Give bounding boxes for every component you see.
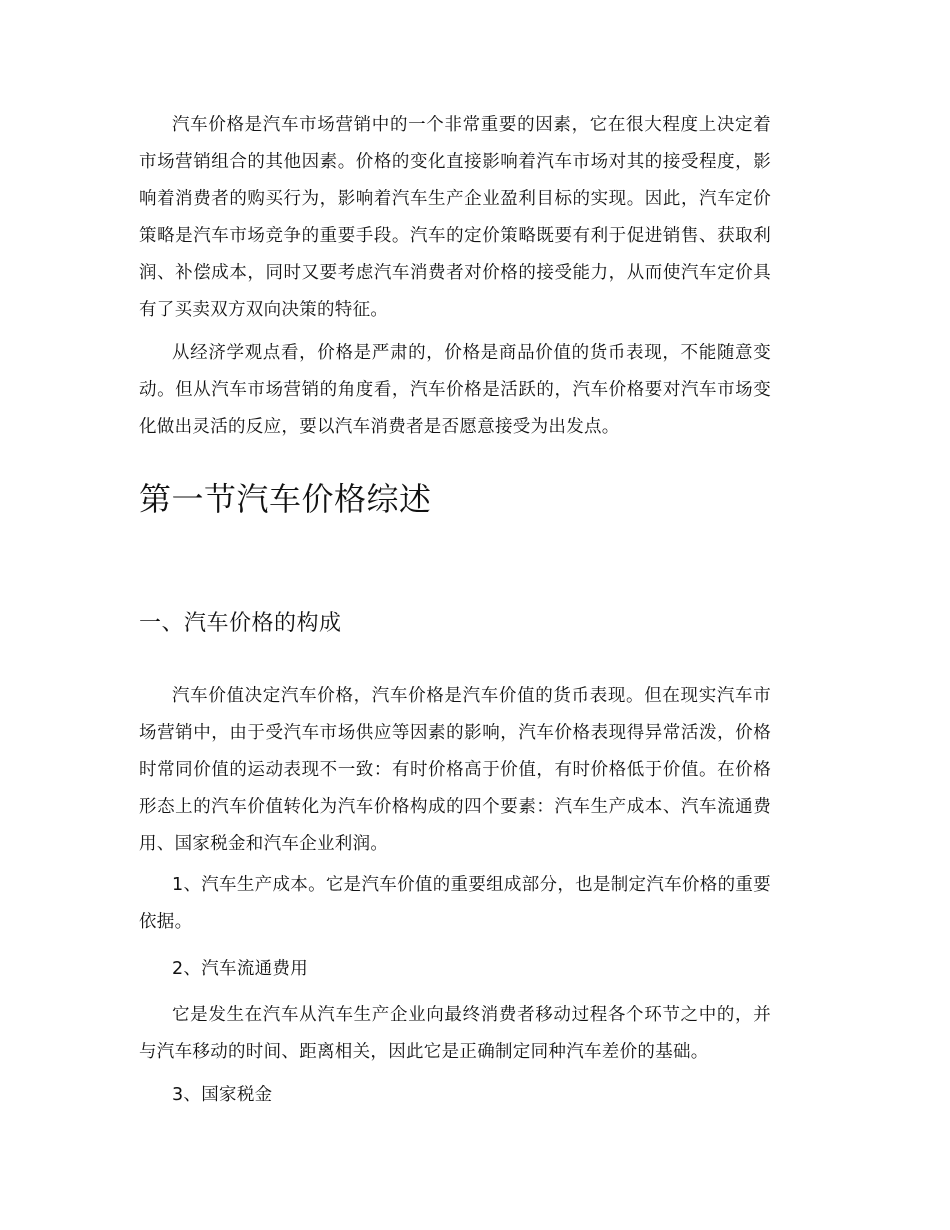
intro-paragraph-2: 从经济学观点看，价格是严肃的，价格是商品价值的货币表现，不能随意变动。但从汽车市场营销的角度看，汽车价格是活跃的，汽车价格要对汽车市场变化做出灵活的反应，要以汽车消费者是否愿意接受为出发点。 (139, 343, 771, 437)
list-item-1: 1、汽车生产成本。它是汽车价值的重要组成部分，也是制定汽车价格的重要依据。 (139, 875, 771, 932)
intro-paragraph-1: 汽车价格是汽车市场营销中的一个非常重要的因素，它在很大程度上决定着市场营销组合的其他因素。价格的变化直接影响着汽车市场对其的接受程度，影响着消费者的购买行为，影响着汽车生产企业盈利目标的实现。因此，汽车定价策略是汽车市场竞争的重要手段。汽车的定价策略既要有利于促进销售、获取利润、补偿成本，同时又要考虑汽车消费者对价格的接受能力，从而使汽车定价具有了买卖双方双向决策的特征。 (139, 115, 771, 320)
list-item-3-title: 3、国家税金 (172, 1085, 273, 1105)
list-item-2-title: 2、汽车流通费用 (172, 959, 309, 979)
subsection-title: 一、汽车价格的构成 (139, 611, 342, 636)
body-paragraph-1: 汽车价值决定汽车价格，汽车价格是汽车价值的货币表现。但在现实汽车市场营销中，由于受汽车市场供应等因素的影响，汽车价格表现得异常活泼，价格时常同价值的运动表现不一致：有时价格高于价值，有时价格低于价值。在价格形态上的汽车价值转化为汽车价格构成的四个要素：汽车生产成本、汽车流通费用、国家税金和汽车企业利润。 (139, 686, 771, 854)
list-item-2-body: 它是发生在汽车从汽车生产企业向最终消费者移动过程各个环节之中的，并与汽车移动的时间、距离相关，因此它是正确制定同种汽车差价的基础。 (139, 1005, 771, 1062)
section-title: 第一节汽车价格综述 (139, 480, 432, 518)
